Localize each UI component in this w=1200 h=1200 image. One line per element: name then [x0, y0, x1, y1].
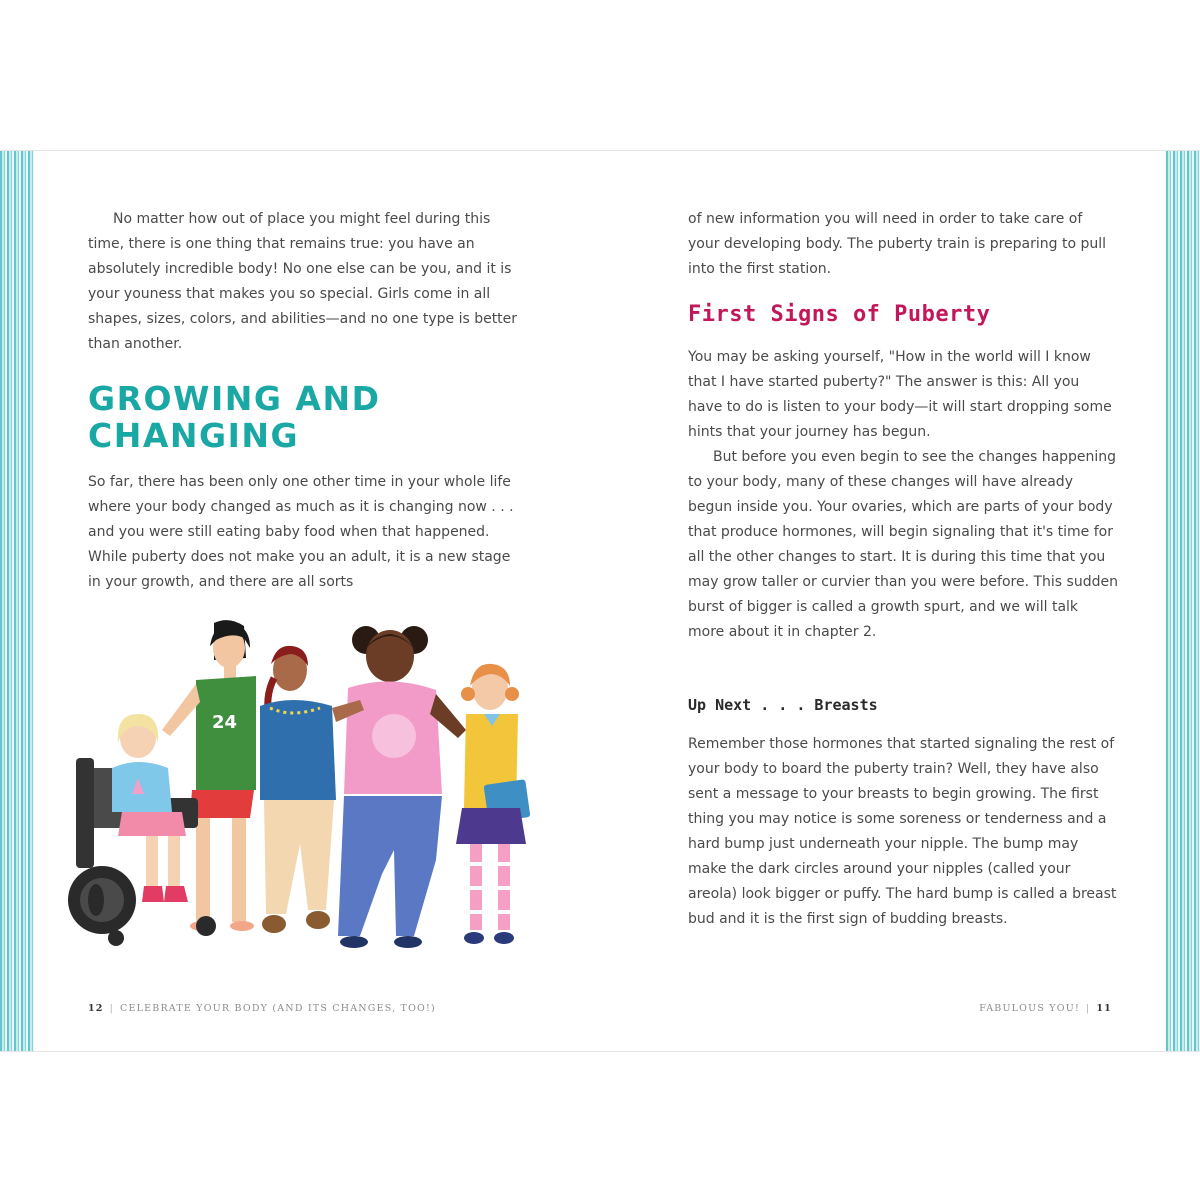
girl-yellow-cardigan	[456, 664, 530, 944]
right-decorative-stripe	[1166, 151, 1200, 1051]
left-decorative-stripe	[0, 151, 34, 1051]
right-continued-paragraph: of new information you will need in order to take care of your developing body. The puberty train is preparing to pull into the first station.	[688, 211, 1107, 277]
left-page-footer: 12 | CELEBRATE YOUR BODY (AND ITS CHANGES, TOO!)	[88, 1003, 436, 1014]
right-breasts-paragraph: Remember those hormones that started signaling the rest of your body to board the puberty train? Well, they have also sent a message to your breasts to begin growing. The first thing you may notice is some soreness or tenderness and a hard bump just underneath your nipple. The bump may make the dark circles around your nipples (called your areola) look bigger or puffy. The hard bump is called a breast bud and it is the first sign of budding breasts.	[688, 736, 1117, 927]
right-first-signs-body: You may be asking yourself, "How in the world will I know that I have started puberty?" The answer is this: All you have to do is listen to your body—it will start dropping some hints that your journey has begun. But before you even begin to see the changes happening to your body, many of these changes will have already begun inside you. Your ovaries, which are parts of your body that produce hormones, will begin signaling that it's time for all the other changes to start. It is during this time that you may grow taller or curvier than you were before. This sudden burst of bigger is called a growth spurt, and we will talk more about it in chapter 2.	[688, 349, 1118, 640]
girl-pink-shirt	[338, 626, 466, 948]
left-section-paragraph: So far, there has been only one other time in your whole life where your body changed as much as it is changing now . . . and you were still eating baby food when that happened. While puberty does not make you an adult, it is a new stage in your growth, and there are all sorts	[88, 474, 514, 590]
growing-and-changing-heading: GROWING AND CHANGING	[88, 379, 381, 455]
left-intro-paragraph: No matter how out of place you might feel during this time, there is one thing that remains true: you have an absolutely incredible body! No one else can be you, and it is your youness that makes you so special. Girls come in all shapes, sizes, colors, and abilities—and no one type is better than another.	[88, 211, 518, 352]
up-next-breasts-heading: Up Next . . . Breasts	[688, 696, 878, 714]
jersey-number: 24	[212, 712, 238, 733]
girls-group-illustration	[64, 618, 534, 963]
first-signs-heading: First Signs of Puberty	[688, 302, 991, 327]
right-page-footer: FABULOUS YOU! | 11	[979, 1003, 1112, 1014]
